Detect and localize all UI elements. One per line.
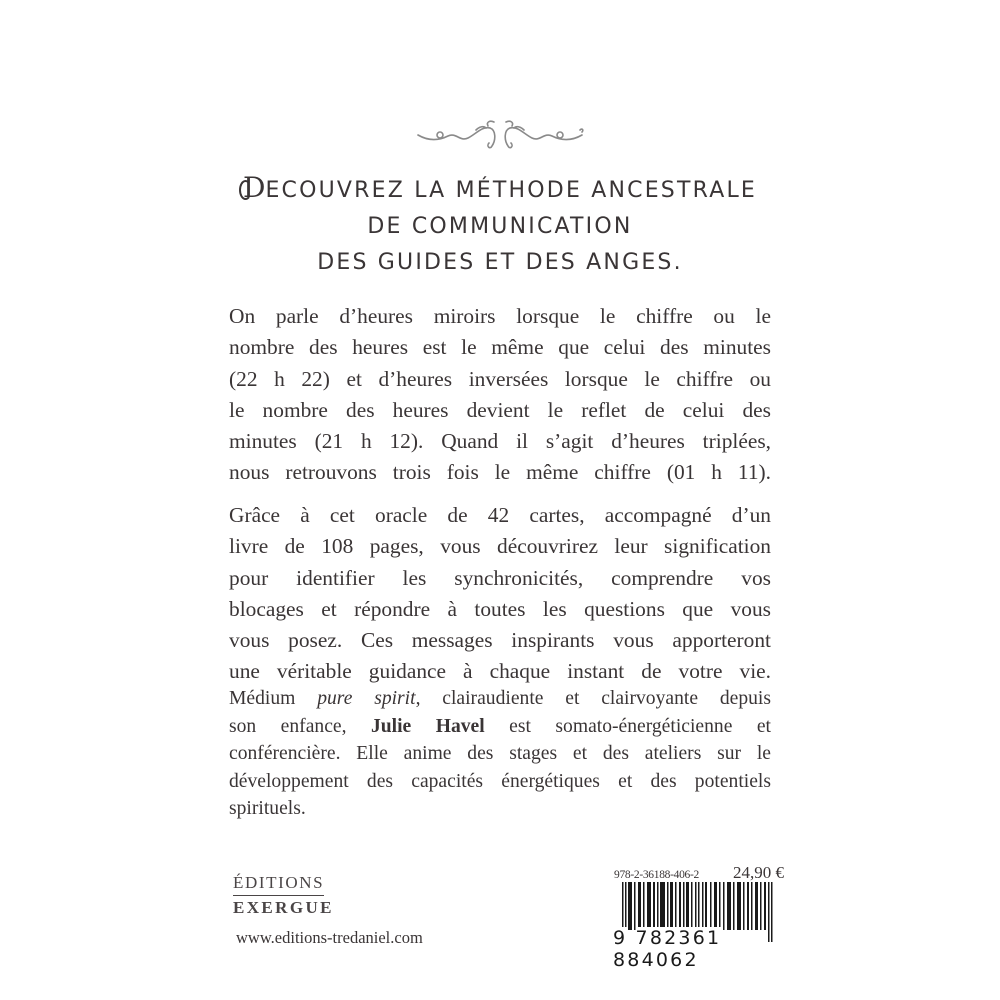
- isbn-price-row: [614, 863, 784, 883]
- text-line: nombre des heures est le même que celui des minutes: [229, 335, 771, 360]
- flourish-divider-icon: [410, 116, 590, 156]
- isbn-number: 978-2-36188-406-2: [614, 869, 699, 881]
- barcode-digit-prefix: 9: [613, 927, 628, 949]
- barcode-digit-group-2: 884062: [613, 949, 699, 971]
- barcode-digit-group-1: 782361: [635, 927, 722, 949]
- tagline-heading: [150, 170, 850, 281]
- italic-phrase: pure spirit: [317, 688, 416, 709]
- tagline-line-2: DE COMMUNICATION: [367, 214, 633, 239]
- price: 24,90 €: [733, 863, 784, 882]
- publisher-logo-editions: ÉDITIONS: [233, 873, 324, 896]
- text-line: pour identifier les synchronicités, comprendre vos: [229, 565, 771, 590]
- description-paragraph-2: [229, 500, 771, 688]
- text-line: le nombre des heures devient le reflet de celui des: [229, 397, 771, 422]
- text-line: minutes (21 h 12). Quand il s’agit d’heures triplées,: [229, 429, 771, 454]
- text-line: vous posez. Ces messages inspirants vous apporteront: [229, 628, 771, 653]
- text-line: livre de 108 pages, vous découvrirez leur signification: [229, 534, 771, 559]
- tagline-line-1: DECOUVREZ LA MÉTHODE ANCESTRALE: [242, 171, 758, 204]
- author-bio-paragraph: [229, 685, 771, 823]
- text-line: On parle d’heures miroirs lorsque le chiffre ou le: [229, 304, 771, 328]
- publisher-website: www.editions-tredaniel.com: [236, 928, 423, 947]
- text-line: Médium pure spirit, clairaudiente et clairvoyante depuis: [229, 688, 771, 709]
- text-line: Grâce à cet oracle de 42 cartes, accompagné d’un: [229, 503, 771, 527]
- author-name: Julie Havel: [370, 715, 485, 737]
- text-line: une véritable guidance à chaque instant de votre vie.: [229, 659, 771, 684]
- text-line: blocages et répondre à toutes les questions que vous: [229, 596, 771, 621]
- tagline-line-3: DES GUIDES ET DES ANGES.: [317, 250, 683, 275]
- text-line: nous retrouvons trois fois le même chiffre (01 h 11).: [229, 460, 771, 485]
- publisher-logo: [233, 873, 343, 920]
- ornamental-dropcap: D: [242, 171, 266, 204]
- description-paragraph-1: [229, 301, 771, 489]
- text-line: développement des capacités énergétiques et des potentiels: [229, 770, 771, 792]
- text-line: son enfance, Julie Havel est somato-énergéticienne et: [229, 715, 772, 737]
- text-line: conférencière. Elle anime des stages et des ateliers sur le: [229, 743, 771, 764]
- text-line: spirituels.: [229, 798, 306, 819]
- publisher-logo-exergue: EXERGUE: [233, 898, 334, 917]
- text-line: (22 h 22) et d’heures inversées lorsque le chiffre ou: [229, 366, 771, 391]
- barcode-digits: [613, 927, 773, 971]
